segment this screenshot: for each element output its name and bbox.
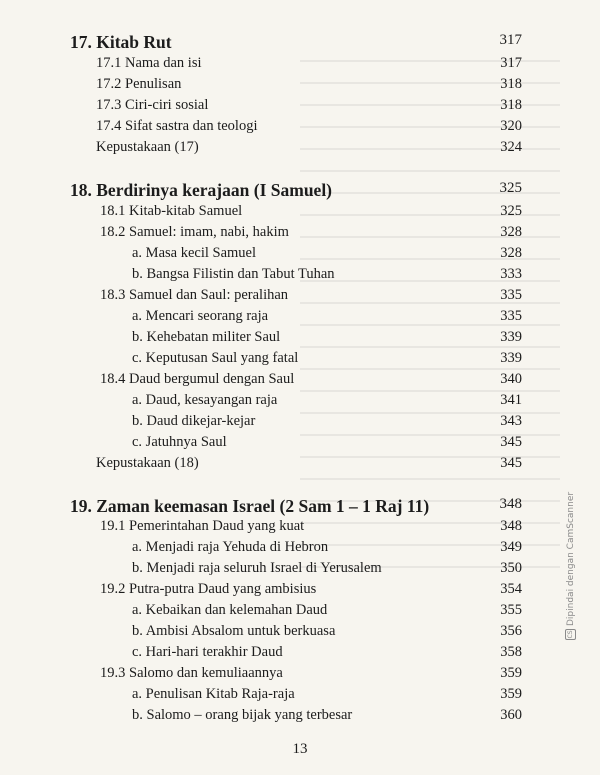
- toc-entry: [0, 581, 600, 603]
- toc-entry-title: c. Jatuhnya Saul: [132, 434, 227, 450]
- toc-chapter-title: 19. Zaman keemasan Israel (2 Sam 1 – 1 Raj 11): [70, 496, 430, 516]
- toc-page-number: 317: [499, 32, 522, 48]
- toc-page-number: 358: [500, 644, 522, 660]
- toc-entry-title: a. Penulisan Kitab Raja-raja: [132, 686, 295, 702]
- toc-bibliography: [0, 139, 600, 161]
- toc-entry: [0, 371, 600, 393]
- toc-entry-title: a. Menjadi raja Yehuda di Hebron: [132, 539, 329, 555]
- toc-page-number: 325: [500, 203, 522, 219]
- toc-entry-title: 19.3 Salomo dan kemuliaannya: [100, 665, 283, 681]
- toc-subentry: [0, 350, 600, 372]
- toc-chapter-title: 18. Berdirinya kerajaan (I Samuel): [70, 180, 333, 200]
- toc-entry-title: 18.2 Samuel: imam, nabi, hakim: [100, 224, 289, 240]
- toc-entry-title: a. Masa kecil Samuel: [132, 245, 257, 261]
- toc-entry-title: b. Menjadi raja seluruh Israel di Yerusalem: [132, 560, 382, 576]
- toc-bibliography: [0, 455, 600, 477]
- toc-page-number: 354: [500, 581, 522, 597]
- toc-page-number: 355: [500, 602, 522, 618]
- toc-subentry: [0, 434, 600, 456]
- toc-page-number: 360: [500, 707, 522, 723]
- toc-entry-title: Kepustakaan (17): [96, 139, 199, 155]
- toc-page-number: 335: [500, 287, 522, 303]
- toc-page-number: 341: [500, 392, 522, 408]
- toc-entry-title: b. Salomo – orang bijak yang terbesar: [132, 707, 353, 723]
- toc-chapter-17: [0, 32, 600, 54]
- toc-chapter-19: [0, 496, 600, 518]
- toc-entry: [0, 97, 600, 119]
- toc-chapter-title: 17. Kitab Rut: [70, 32, 172, 52]
- toc-entry: [0, 287, 600, 309]
- toc-page-number: 324: [500, 139, 522, 155]
- toc-page-number: 345: [500, 434, 522, 450]
- toc-entry: [0, 76, 600, 98]
- toc-subentry: [0, 308, 600, 330]
- toc-entry: [0, 224, 600, 246]
- toc-subentry: [0, 644, 600, 666]
- toc-page-number: 318: [500, 97, 522, 113]
- camscanner-icon: CS: [567, 630, 574, 639]
- toc-entry-title: a. Mencari seorang raja: [132, 308, 269, 324]
- toc-entry-title: c. Keputusan Saul yang fatal: [132, 350, 299, 366]
- toc-entry: [0, 118, 600, 140]
- watermark-text: Dipindai dengan CamScanner: [566, 491, 576, 626]
- toc-entry-title: 17.1 Nama dan isi: [96, 55, 202, 71]
- page-number: 13: [292, 741, 308, 757]
- toc-entry-title: a. Daud, kesayangan raja: [132, 392, 278, 408]
- toc-entry-title: b. Ambisi Absalom untuk berkuasa: [132, 623, 336, 639]
- toc-entry-title: 18.3 Samuel dan Saul: peralihan: [100, 287, 289, 303]
- toc-entry-title: 18.4 Daud bergumul dengan Saul: [100, 371, 295, 387]
- toc-subentry: [0, 266, 600, 288]
- toc-page-number: 359: [500, 686, 522, 702]
- toc-page-number: 340: [500, 371, 522, 387]
- toc-page-number: 339: [500, 329, 522, 345]
- toc-page-number: 349: [500, 539, 522, 555]
- toc-page-number: 350: [500, 560, 522, 576]
- toc-subentry: [0, 329, 600, 351]
- toc-entry-title: a. Kebaikan dan kelemahan Daud: [132, 602, 328, 618]
- toc-page-number: 348: [499, 496, 522, 512]
- toc-page-number: 335: [500, 308, 522, 324]
- camscanner-watermark: [565, 491, 579, 640]
- toc-page-number: 320: [500, 118, 522, 134]
- toc-chapter-18: [0, 180, 600, 202]
- toc-entry: [0, 55, 600, 77]
- toc-subentry: [0, 602, 600, 624]
- toc-entry: [0, 518, 600, 540]
- toc-page-number: 339: [500, 350, 522, 366]
- toc-entry-title: 17.2 Penulisan: [96, 76, 182, 92]
- toc-page-number: 325: [499, 180, 522, 196]
- toc-entry-title: 18.1 Kitab-kitab Samuel: [100, 203, 243, 219]
- toc-subentry: [0, 623, 600, 645]
- toc-page-number: 328: [500, 224, 522, 240]
- toc-entry-title: 17.3 Ciri-ciri sosial: [96, 97, 209, 113]
- toc-entry-title: 19.1 Pemerintahan Daud yang kuat: [100, 518, 305, 534]
- toc-page-number: 343: [500, 413, 522, 429]
- toc-entry: [0, 203, 600, 225]
- toc-entry-title: b. Daud dikejar-kejar: [132, 413, 256, 429]
- toc-subentry: [0, 245, 600, 267]
- toc-subentry: [0, 539, 600, 561]
- toc-entry-title: c. Hari-hari terakhir Daud: [132, 644, 283, 660]
- toc-page-number: 318: [500, 76, 522, 92]
- toc-page-number: 356: [500, 623, 522, 639]
- toc-page-number: 333: [500, 266, 522, 282]
- toc-subentry: [0, 413, 600, 435]
- toc-page-number: 345: [500, 455, 522, 471]
- toc-entry-title: 17.4 Sifat sastra dan teologi: [96, 118, 258, 134]
- toc-entry: [0, 665, 600, 687]
- toc-subentry: [0, 392, 600, 414]
- toc-entry-title: b. Bangsa Filistin dan Tabut Tuhan: [132, 266, 335, 282]
- toc-page-number: 348: [500, 518, 522, 534]
- toc-subentry: [0, 560, 600, 582]
- toc-subentry: [0, 686, 600, 708]
- toc-entry-title: 19.2 Putra-putra Daud yang ambisius: [100, 581, 317, 597]
- toc-page-number: 328: [500, 245, 522, 261]
- toc-subentry: [0, 707, 600, 729]
- toc-page-number: 359: [500, 665, 522, 681]
- toc-page-number: 317: [500, 55, 522, 71]
- toc-entry-title: Kepustakaan (18): [96, 455, 199, 471]
- toc-entry-title: b. Kehebatan militer Saul: [132, 329, 281, 345]
